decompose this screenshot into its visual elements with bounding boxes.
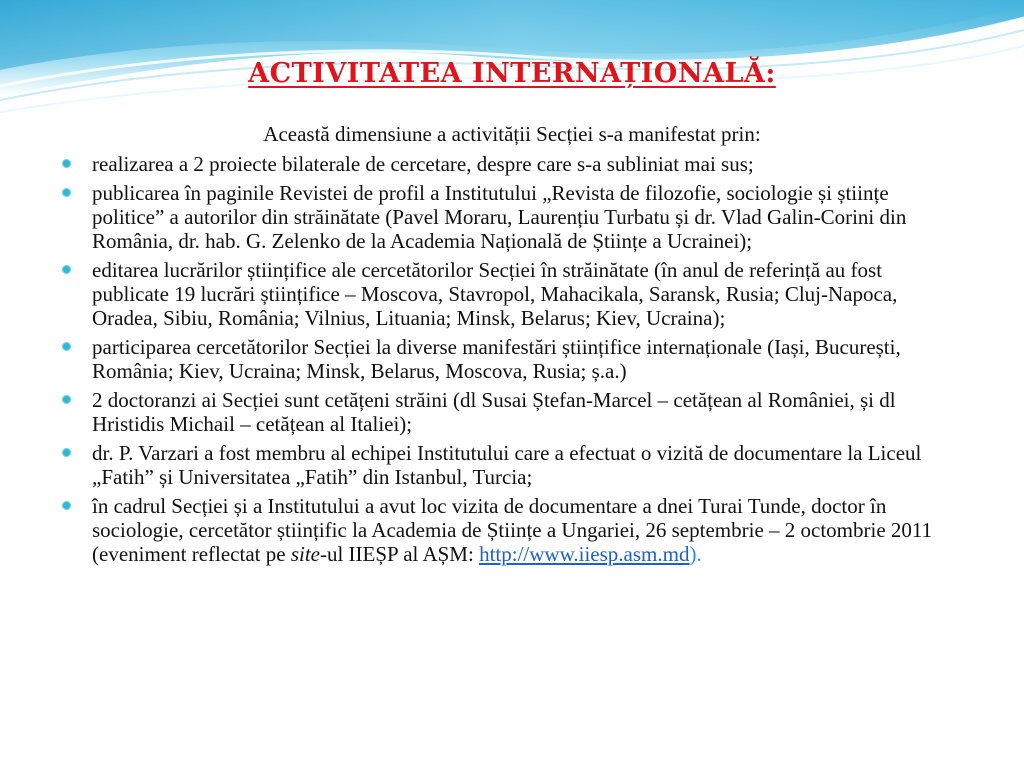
bullet-text: dr. P. Varzari a fost membru al echipei Institutului care a efectuat o vizită de documentare la Liceul „Fatih” și Universitatea „Fatih” din Istanbul, Turcia;	[92, 441, 922, 489]
bullet-icon	[62, 342, 71, 351]
list-item	[56, 181, 961, 253]
bullet-text: publicarea în paginile Revistei de profil a Institutului „Revista de filozofie, sociologie și științe politice” a autorilor din străinătate (Pavel Moraru, Laurențiu Turbatu și dr. Vlad Galin-Corini din România, dr. hab. G. Zelenko de la Academia Națională de Științe a Ucrainei);	[92, 181, 907, 253]
bullet-icon	[62, 448, 71, 457]
bullet-icon	[62, 501, 71, 510]
list-item	[56, 494, 961, 566]
list-item	[56, 388, 961, 436]
bullet-text: participarea cercetătorilor Secției la diverse manifestări științifice internaționale (Iași, București, România; Kiev, Ucraina; Minsk, Belarus, Moscova, Rusia; ș.a.)	[92, 335, 901, 383]
bullet-text-italic: site	[290, 542, 320, 566]
list-item	[56, 258, 961, 330]
bullet-icon	[62, 188, 71, 197]
bullet-text-part2: -ul IIEȘP al AȘM:	[319, 542, 480, 566]
bullet-text-part1: în cadrul Secției și a Institutului a avut loc vizita de documentare a dnei Turai Tunde, doctor în sociologie, cercetător științific la Academia de Științe a Ungariei, 26 septembrie – 2 octombrie 2011 (eveniment reflectat pe	[92, 494, 933, 566]
list-item	[56, 441, 961, 489]
bullet-icon	[62, 159, 71, 168]
list-item	[56, 335, 961, 383]
slide-title: ACTIVITATEA INTERNAȚIONALĂ:	[248, 58, 776, 89]
bullet-icon	[62, 395, 71, 404]
website-link[interactable]: http://www.iiesp.asm.md	[479, 542, 690, 566]
list-item	[56, 152, 961, 176]
intro-text: Această dimensiune a activității Secției s-a manifestat prin:	[263, 122, 761, 146]
bullet-text: editarea lucrărilor științifice ale cercetătorilor Secției în străinătate (în anul de referință au fost publicate 19 lucrări științifice – Moscova, Stavropol, Mahacikala, Saransk, Rusia; Cluj-Napoca, Oradea, Sibiu, România; Vilnius, Lituania; Minsk, Belarus; Kiev, Ucraina);	[92, 258, 898, 330]
bullet-text: realizarea a 2 proiecte bilaterale de cercetare, despre care s-a subliniat mai sus;	[92, 152, 754, 176]
bullet-list	[56, 152, 961, 571]
bullet-icon	[62, 265, 71, 274]
bullet-text-tail: ).	[689, 542, 702, 566]
bullet-text: 2 doctoranzi ai Secției sunt cetățeni străini (dl Susai Ștefan-Marcel – cetățean al României, și dl Hristidis Michail – cetățean al Italiei);	[92, 388, 896, 436]
